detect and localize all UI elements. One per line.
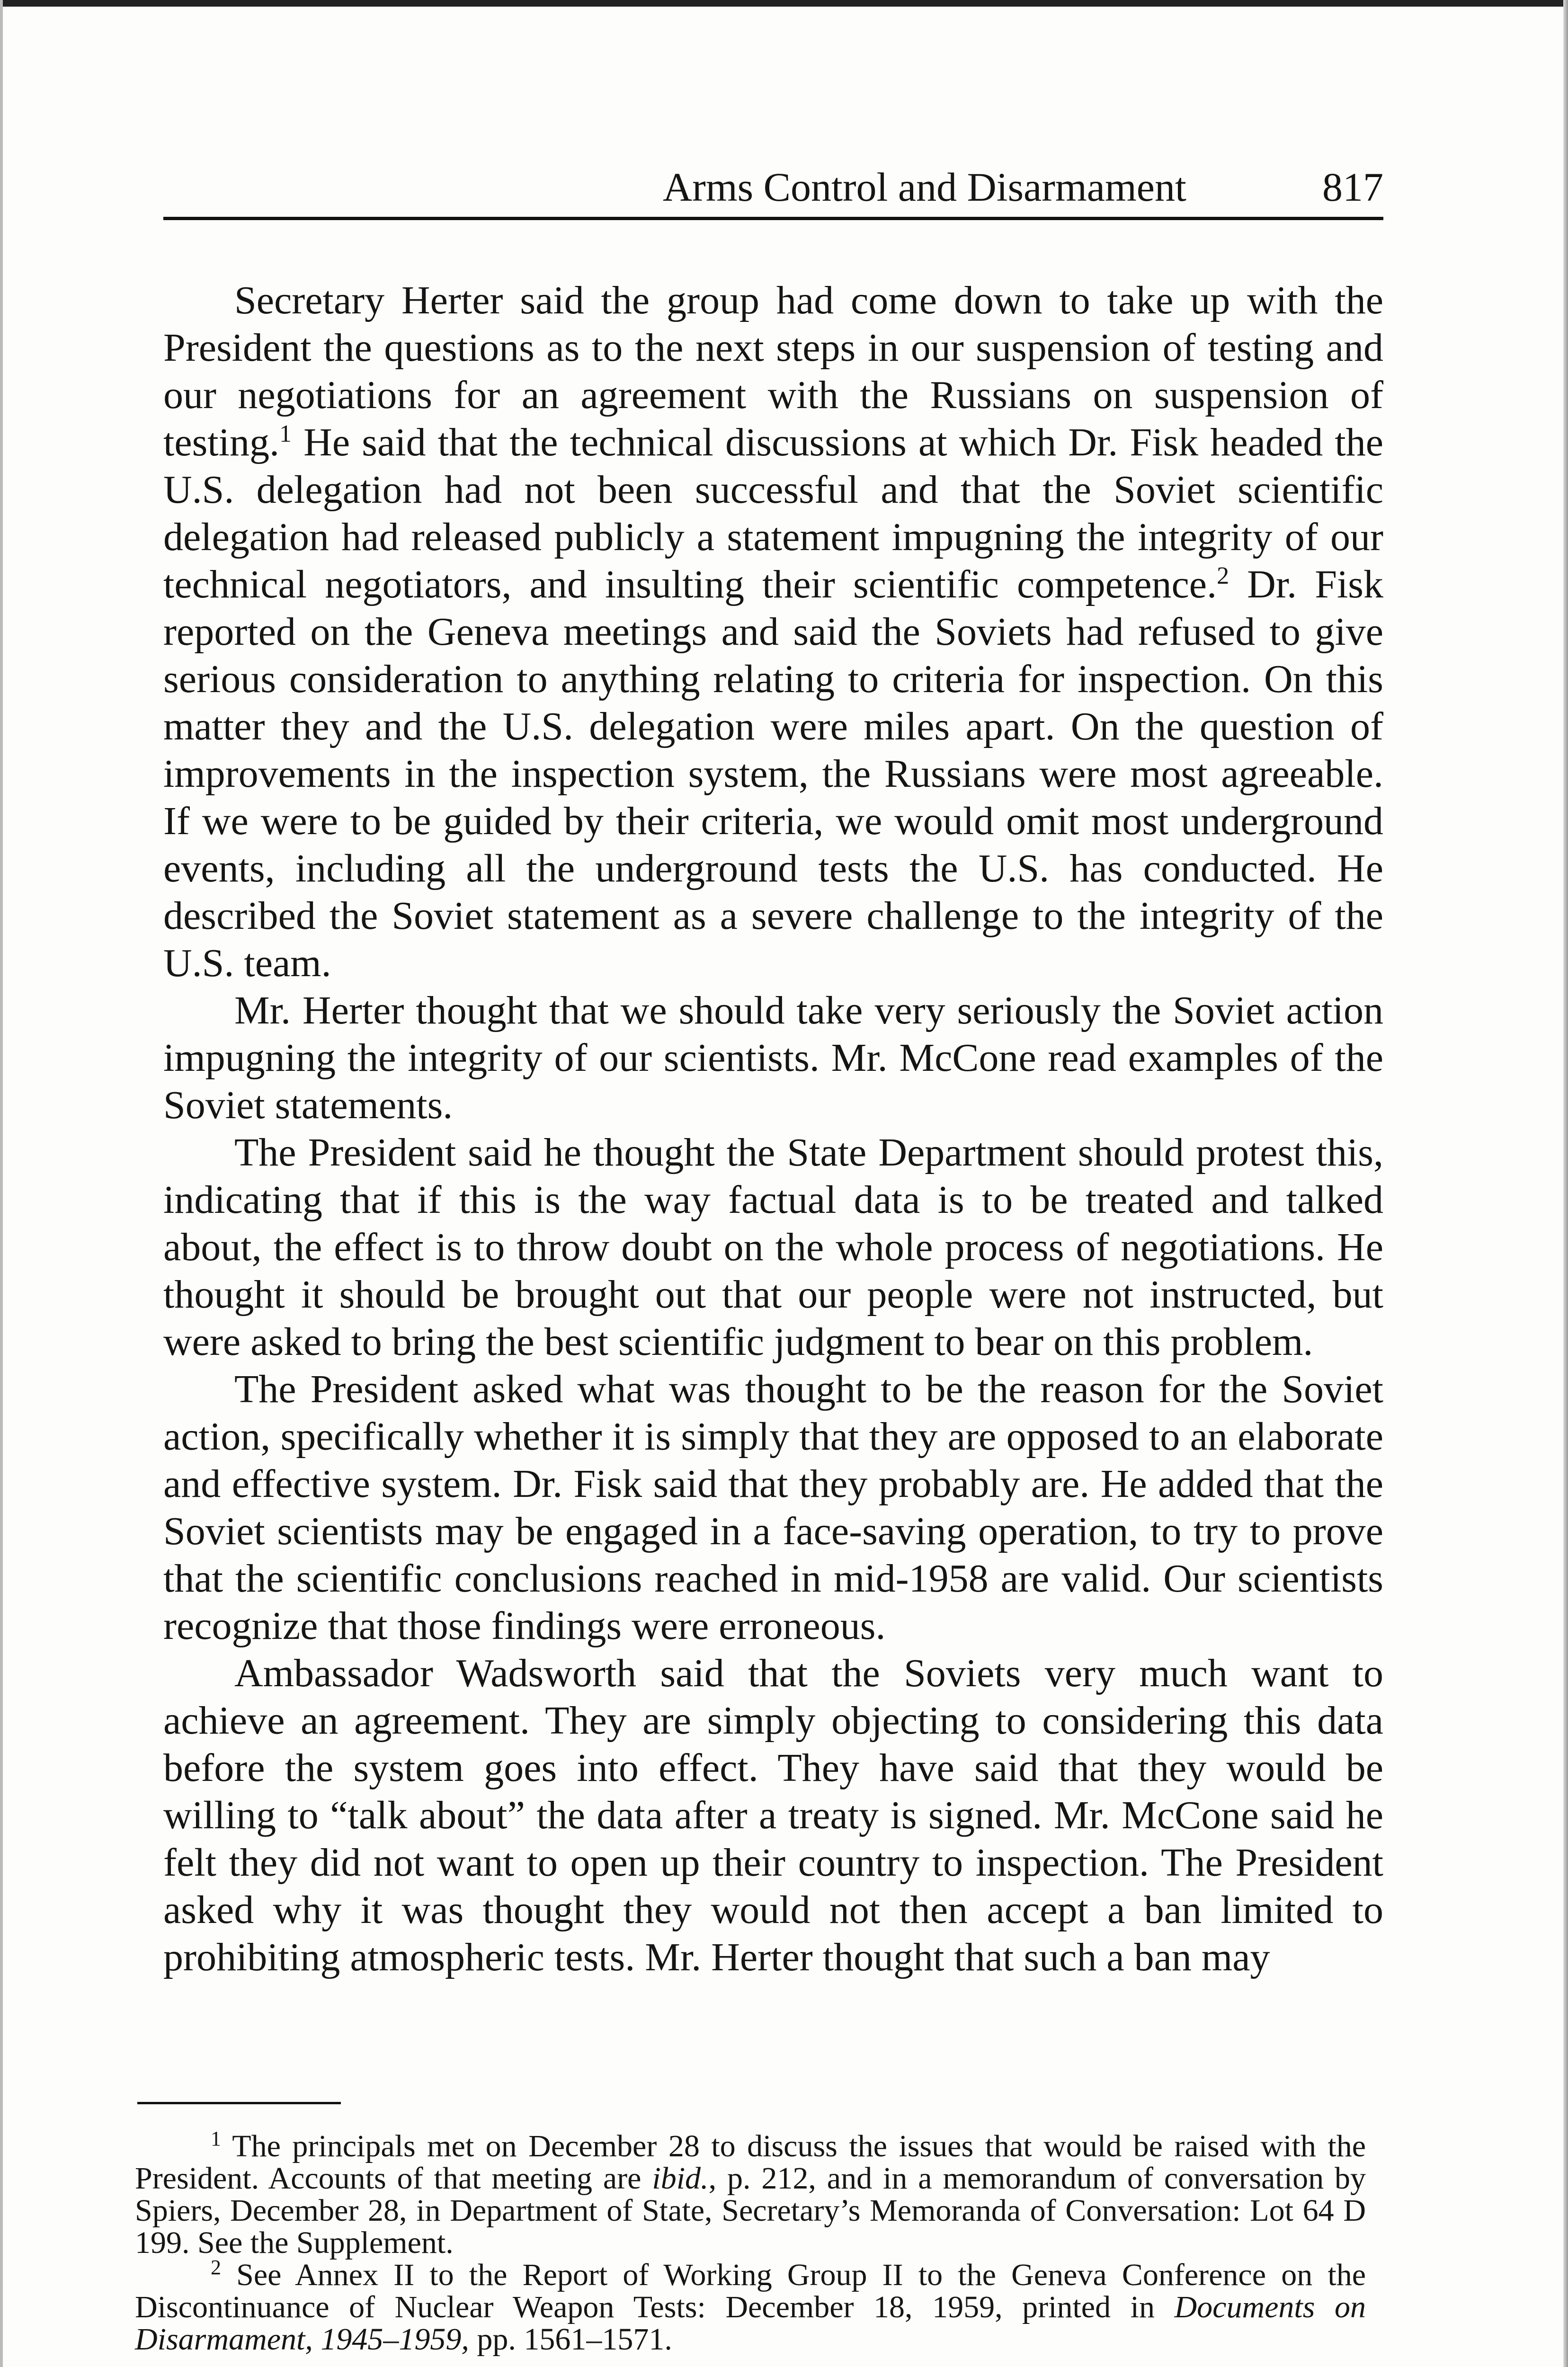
body-text bbox=[163, 277, 1383, 1981]
header-rule bbox=[163, 217, 1383, 220]
footnote-1-marker: 1 bbox=[211, 2127, 221, 2150]
footnote-2 bbox=[135, 2256, 1366, 2357]
paragraph-2: Mr. Herter thought that we should take very seriously the Soviet action impugning the integrity of our scientists. Mr. McCone read examples of the Soviet statements. bbox=[163, 988, 1383, 1127]
scan-top-edge bbox=[0, 0, 1568, 7]
footnote-1-italic: ibid. bbox=[652, 2161, 709, 2196]
footnote-ref-1: 1 bbox=[279, 420, 292, 447]
footnote-2-italic: Documents on Disarmament, 1945–1959, bbox=[135, 2290, 1366, 2357]
running-head-title: Arms Control and Disarmament bbox=[663, 164, 1186, 210]
paragraph-1 bbox=[163, 277, 1383, 987]
footnote-2-marker: 2 bbox=[211, 2256, 221, 2279]
paragraph-1-part-b: He said that the technical discussions at which Dr. Fisk headed the U.S. delegation had not been successful and that the Soviet scientific delegation had released publicly a statement impugning the integrity of our technical negotiators, and insulting their scientific competence. bbox=[163, 420, 1383, 606]
scan-left-edge bbox=[0, 0, 3, 2367]
paragraph-3: The President said he thought the State Department should protest this, indicating that if this is the way factual data is to be treated and talked about, the effect is to throw doubt on the whole process of negotiations. He thought it should be brought out that our people were not instructed, but were asked to bring the best scientific judgment to bear on this problem. bbox=[163, 1130, 1383, 1364]
footnote-1-text-b: , p. 212, and in a memorandum of conversation by Spiers, December 28, in Department of State, Secretary’s Memoranda of Conversation: Lot 64 D 199. See the Supplement. bbox=[135, 2161, 1366, 2260]
paragraph-4: The President asked what was thought to be the reason for the Soviet action, specifically whether it is simply that they are opposed to an elaborate and effective system. Dr. Fisk said that they probably are. He added that the Soviet scientists may be engaged in a face-saving operation, to try to prove that the scientific conclusions reached in mid-1958 are valid. Our scientists recognize that those findings were erroneous. bbox=[163, 1367, 1383, 1648]
footnotes bbox=[135, 2127, 1366, 2357]
footnote-1 bbox=[135, 2127, 1366, 2260]
footnote-rule bbox=[137, 2102, 341, 2104]
footnote-2-text-a: See Annex II to the Report of Working Group II to the Geneva Conference on the Discontinuance of Nuclear Weapon Tests: December 18, 1959, printed in bbox=[135, 2258, 1366, 2324]
scan-right-edge bbox=[1563, 0, 1568, 2367]
footnote-2-text-b: pp. 1561–1571. bbox=[469, 2322, 672, 2357]
running-head bbox=[663, 161, 1383, 213]
paragraph-1-part-c: Dr. Fisk reported on the Geneva meetings and said the Soviets had refused to give serious consideration to anything relating to criteria for inspection. On this matter they and the U.S. delegation were miles apart. On the question of improvements in the inspection system, the Russians were most agreeable. If we were to be guided by their criteria, we would omit most underground events, including all the underground tests the U.S. has conducted. He described the Soviet statement as a severe challenge to the integrity of the U.S. team. bbox=[163, 562, 1383, 985]
page-number: 817 bbox=[1322, 164, 1383, 210]
paragraph-5: Ambassador Wadsworth said that the Soviets very much want to achieve an agreement. They are simply objecting to considering this data before the system goes into effect. They have said that they would be willing to “talk about” the data after a treaty is signed. Mr. McCone said he felt they did not want to open up their country to inspection. The President asked why it was thought they would not then accept a ban limited to prohibiting atmospheric tests. Mr. Herter thought that such a ban may bbox=[163, 1651, 1383, 1979]
footnote-ref-2: 2 bbox=[1217, 562, 1229, 589]
footnote-1-text-a: The principals met on December 28 to discuss the issues that would be raised with the President. Accounts of that meeting are bbox=[135, 2129, 1366, 2196]
paragraph-1-part-a: Secretary Herter said the group had come down to take up with the President the questions as to the next steps in our suspension of testing and our negotiations for an agreement with the Russians on suspension of testing. bbox=[163, 278, 1383, 464]
